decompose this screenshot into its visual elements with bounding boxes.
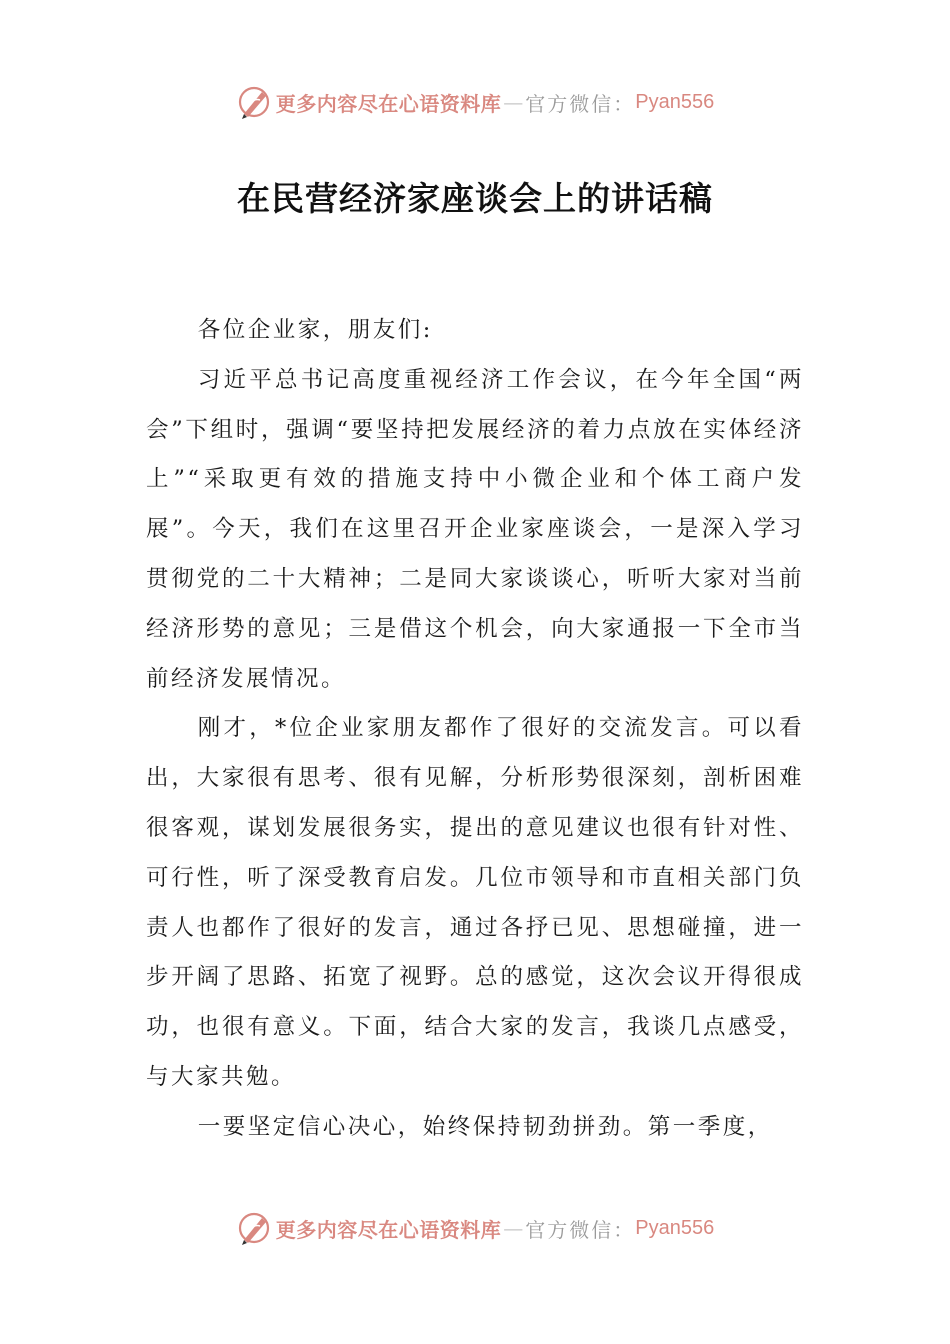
pen-logo-icon [236, 1210, 272, 1246]
banner-wechat-label: 官方微信： [525, 91, 636, 116]
document-body [146, 306, 804, 1153]
header-banner [0, 82, 950, 122]
banner-slogan: 更多内容尽在心语资料库 [275, 91, 502, 116]
banner-separator: — [503, 1216, 524, 1240]
pen-logo-icon [236, 84, 272, 120]
banner-slogan: 更多内容尽在心语资料库 [275, 1217, 502, 1242]
paragraph: 刚才，*位企业家朋友都作了很好的交流发言。可以看出，大家很有思考、很有见解，分析形势很深刻，剖析困难很客观，谋划发展很务实，提出的意见建议也很有针对性、可行性，听了深受教育启发。几位市领导和市直相关部门负责人也都作了很好的发言，通过各抒已见、思想碰撞，进一步开阔了思路、拓宽了视野。总的感觉，这次会议开得很成功，也很有意义。下面，结合大家的发言，我谈几点感受，与大家共勉。 [146, 715, 804, 1090]
banner-wechat-label: 官方微信： [525, 1217, 636, 1242]
footer-banner [0, 1208, 950, 1248]
document-title: 在民营经济家座谈会上的讲话稿 [237, 179, 713, 218]
header-banner-inner [236, 84, 714, 120]
banner-wechat-id: Pyan556 [635, 90, 715, 113]
banner-separator: — [503, 90, 524, 114]
footer-banner-inner [236, 1210, 714, 1246]
paragraph-greeting: 各位企业家，朋友们: [197, 317, 433, 343]
paragraph: 习近平总书记高度重视经济工作会议，在今年全国“两会”下组时，强调“要坚持把发展经济的着力点放在实体经济上”“采取更有效的措施支持中小微企业和个体工商户发展”。今天，我们在这里召开企业家座谈会，一是深入学习贯彻党的二十大精神；二是同大家谈谈心，听听大家对当前经济形势的意见；三是借这个机会，向大家通报一下全市当前经济发展情况。 [146, 366, 804, 692]
paragraph: 一要坚定信心决心，始终保持韧劲拼劲。第一季度， [197, 1113, 773, 1140]
banner-wechat-id: Pyan556 [635, 1216, 715, 1239]
